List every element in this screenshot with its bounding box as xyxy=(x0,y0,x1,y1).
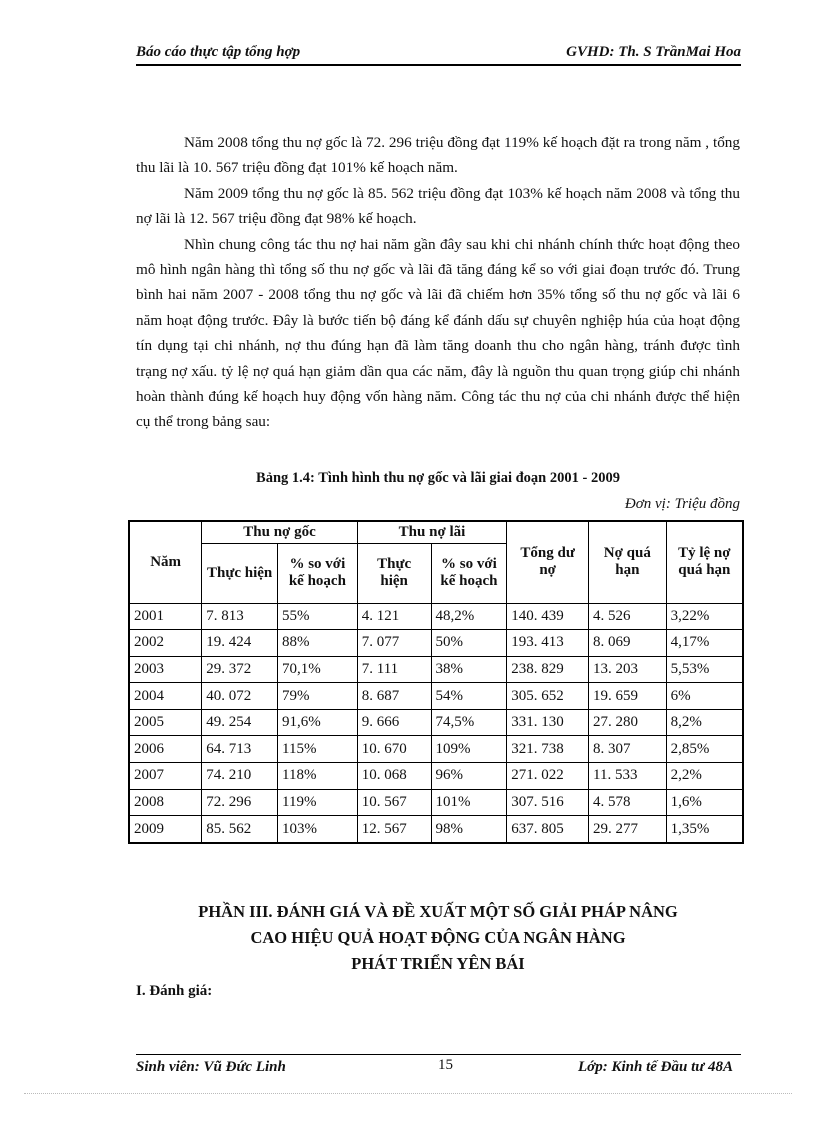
paragraph: Năm 2008 tổng thu nợ gốc là 72. 296 triệu đồng đạt 119% kế hoạch đặt ra trong năm , tổng thu lãi là 10. 567 triệu đồng đạt 101% kế hoạch năm. xyxy=(136,134,740,177)
table-cell: 85. 562 xyxy=(202,816,278,843)
table-cell: 9. 666 xyxy=(357,709,431,736)
footer-student: Sinh viên: Vũ Đức Linh xyxy=(136,1059,286,1075)
header-overdue: Nợ quá hạn xyxy=(589,521,667,603)
table-cell: 140. 439 xyxy=(507,603,589,630)
table-cell: 115% xyxy=(278,736,358,763)
section-title-line: CAO HIỆU QUẢ HOẠT ĐỘNG CỦA NGÂN HÀNG xyxy=(250,928,626,947)
table-cell: 19. 659 xyxy=(589,683,667,710)
table-cell: 3,22% xyxy=(666,603,743,630)
table-row xyxy=(129,789,743,816)
table-cell: 29. 277 xyxy=(589,816,667,843)
table-cell: 91,6% xyxy=(278,709,358,736)
table-cell: 193. 413 xyxy=(507,630,589,657)
table-cell: 5,53% xyxy=(666,656,743,683)
table-cell: 238. 829 xyxy=(507,656,589,683)
table-cell: 64. 713 xyxy=(202,736,278,763)
table-cell: 11. 533 xyxy=(589,763,667,790)
table-cell: 8,2% xyxy=(666,709,743,736)
table-cell: 2003 xyxy=(129,656,202,683)
body-text xyxy=(136,130,740,435)
header-overdue-ratio: Tỷ lệ nợ quá hạn xyxy=(666,521,743,603)
header-interest-percent: % so với kế hoạch xyxy=(431,543,507,603)
table-cell: 2006 xyxy=(129,736,202,763)
table-row xyxy=(129,816,743,843)
table-row xyxy=(129,763,743,790)
table-cell: 70,1% xyxy=(278,656,358,683)
table-cell: 72. 296 xyxy=(202,789,278,816)
table-cell: 74. 210 xyxy=(202,763,278,790)
table-cell: 101% xyxy=(431,789,507,816)
table-cell: 98% xyxy=(431,816,507,843)
table-cell: 4. 121 xyxy=(357,603,431,630)
table-row xyxy=(129,683,743,710)
table-cell: 10. 670 xyxy=(357,736,431,763)
table-cell: 2005 xyxy=(129,709,202,736)
paragraph: Nhìn chung công tác thu nợ hai năm gần đây sau khi chi nhánh chính thức hoạt động theo mô hình ngân hàng thì tổng số thu nợ gốc và lãi đã tăng đáng kể so với giai đoạn trước đó. Trung bình hai năm 2007 - 2008 tổng thu nợ gốc và lãi đã chiếm hơn 35% tổng số thu nợ gốc và lãi 6 năm hoạt động trước. Đây là bước tiến bộ đáng kể đánh dấu sự chuyên nghiệp húa của hoạt động tín dụng tại chi nhánh, nợ thu đúng hạn đã làm tăng doanh thu cho ngân hàng, tránh được tình trạng nợ xấu. tỷ lệ nợ quá hạn giảm dần qua các năm, đây là nguồn thu quan trọng giúp chi nhánh hoàn thành đúng kế hoạch huy động vốn hàng năm. Công tác thu nợ của chi nhánh được thể hiện cụ thể trong bảng sau: xyxy=(136,235,740,431)
table-cell: 2,85% xyxy=(666,736,743,763)
table-cell: 7. 077 xyxy=(357,630,431,657)
table-cell: 40. 072 xyxy=(202,683,278,710)
table-cell: 8. 307 xyxy=(589,736,667,763)
table-cell: 6% xyxy=(666,683,743,710)
table-cell: 74,5% xyxy=(431,709,507,736)
table-cell: 1,35% xyxy=(666,816,743,843)
table-cell: 109% xyxy=(431,736,507,763)
page-number: 15 xyxy=(438,1057,453,1073)
table-cell: 13. 203 xyxy=(589,656,667,683)
table-cell: 8. 687 xyxy=(357,683,431,710)
table-cell: 1,6% xyxy=(666,789,743,816)
table-cell: 4. 526 xyxy=(589,603,667,630)
table-cell: 2008 xyxy=(129,789,202,816)
header-principal-actual: Thực hiện xyxy=(202,543,278,603)
header-principal-group: Thu nợ gốc xyxy=(202,521,358,543)
table-cell: 103% xyxy=(278,816,358,843)
table-row xyxy=(129,630,743,657)
table-cell: 307. 516 xyxy=(507,789,589,816)
header-interest-group: Thu nợ lãi xyxy=(357,521,507,543)
table-cell: 4,17% xyxy=(666,630,743,657)
header-interest-actual: Thực hiện xyxy=(357,543,431,603)
table-cell: 2009 xyxy=(129,816,202,843)
table-cell: 8. 069 xyxy=(589,630,667,657)
table-cell: 2007 xyxy=(129,763,202,790)
page-edge-dots xyxy=(24,1093,792,1094)
page-header xyxy=(136,44,741,66)
table-cell: 271. 022 xyxy=(507,763,589,790)
table-cell: 79% xyxy=(278,683,358,710)
section-title-line: PHÁT TRIỂN YÊN BÁI xyxy=(351,954,525,973)
table-cell: 38% xyxy=(431,656,507,683)
header-supervisor: GVHD: Th. S TrầnMai Hoa xyxy=(566,44,741,60)
table-cell: 96% xyxy=(431,763,507,790)
table-cell: 331. 130 xyxy=(507,709,589,736)
table-cell: 48,2% xyxy=(431,603,507,630)
debt-collection-table xyxy=(128,520,744,844)
table-unit: Đơn vị: Triệu đồng xyxy=(624,496,740,512)
table-cell: 4. 578 xyxy=(589,789,667,816)
section-title-line: PHẦN III. ĐÁNH GIÁ VÀ ĐỀ XUẤT MỘT SỐ GIẢI PHÁP NÂNG xyxy=(198,902,678,921)
footer-class: Lớp: Kinh tế Đầu tư 48A xyxy=(578,1059,733,1075)
table-cell: 10. 567 xyxy=(357,789,431,816)
table-cell: 27. 280 xyxy=(589,709,667,736)
section-title xyxy=(136,899,740,977)
table-cell: 305. 652 xyxy=(507,683,589,710)
table-cell: 2001 xyxy=(129,603,202,630)
table-cell: 118% xyxy=(278,763,358,790)
table-cell: 88% xyxy=(278,630,358,657)
header-principal-percent: % so với kế hoạch xyxy=(278,543,358,603)
table-row xyxy=(129,736,743,763)
table-row xyxy=(129,656,743,683)
table-cell: 50% xyxy=(431,630,507,657)
table-body xyxy=(129,603,743,843)
subheading-evaluation: I. Đánh giá: xyxy=(136,983,213,999)
table-cell: 2002 xyxy=(129,630,202,657)
table-cell: 119% xyxy=(278,789,358,816)
table-cell: 19. 424 xyxy=(202,630,278,657)
header-year: Năm xyxy=(129,521,202,603)
table-row xyxy=(129,603,743,630)
table-cell: 7. 111 xyxy=(357,656,431,683)
footer-divider xyxy=(136,1054,741,1055)
table-cell: 29. 372 xyxy=(202,656,278,683)
table-cell: 55% xyxy=(278,603,358,630)
table-cell: 12. 567 xyxy=(357,816,431,843)
header-outstanding: Tổng dư nợ xyxy=(507,521,589,603)
table-cell: 49. 254 xyxy=(202,709,278,736)
table-cell: 2004 xyxy=(129,683,202,710)
table-cell: 2,2% xyxy=(666,763,743,790)
table-cell: 54% xyxy=(431,683,507,710)
table-caption: Bảng 1.4: Tình hình thu nợ gốc và lãi giai đoạn 2001 - 2009 xyxy=(256,470,620,486)
header-report-title: Báo cáo thực tập tổng hợp xyxy=(136,44,301,60)
table-cell: 321. 738 xyxy=(507,736,589,763)
table-row xyxy=(129,709,743,736)
table-cell: 7. 813 xyxy=(202,603,278,630)
paragraph: Năm 2009 tổng thu nợ gốc là 85. 562 triệu đồng đạt 103% kế hoạch năm 2008 và tổng thu nợ lãi là 12. 567 triệu đồng đạt 98% kế hoạch. xyxy=(136,184,740,228)
table-cell: 637. 805 xyxy=(507,816,589,843)
table-cell: 10. 068 xyxy=(357,763,431,790)
